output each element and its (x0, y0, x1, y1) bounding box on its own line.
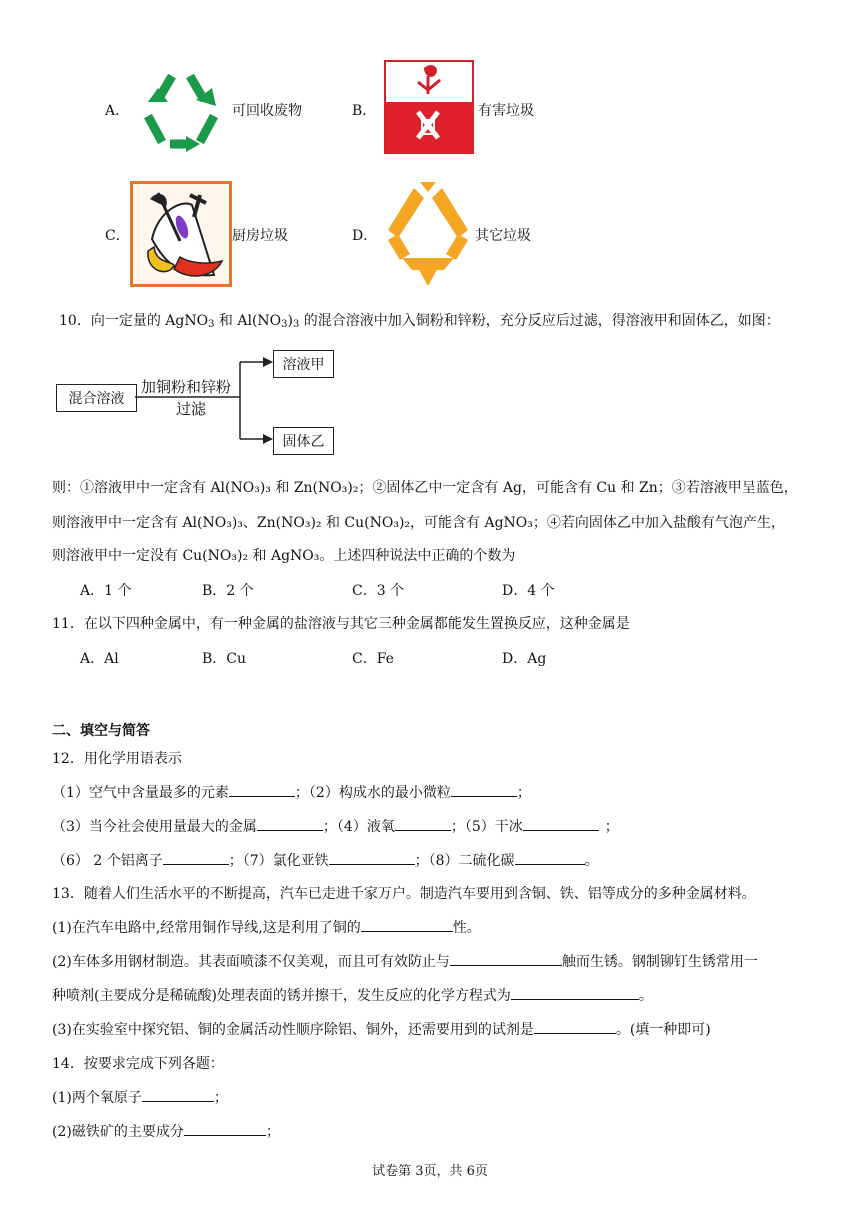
hazardous-waste-icon (384, 60, 474, 154)
q9-option-a-letter: A． (105, 103, 130, 119)
q9-option-c-letter: C． (105, 228, 130, 244)
answer-blank[interactable] (142, 1087, 214, 1102)
kitchen-waste-icon (130, 181, 232, 287)
q11-option-b: B．Cu (202, 651, 247, 667)
answer-blank[interactable] (515, 850, 585, 865)
answer-blank[interactable] (184, 1121, 266, 1136)
recycle-icon (134, 66, 228, 152)
answer-blank[interactable] (163, 850, 229, 865)
q12-line3: （6） 2 个铝离子 ；（7）氯化亚铁 ；（8）二硫化碳 。 (52, 850, 599, 870)
q14-part1: (1)两个氧原子 ； (52, 1087, 228, 1107)
answer-blank[interactable] (257, 816, 323, 831)
q10-statement-line2: 则溶液甲中一定含有 Al(NO₃)₃、Zn(NO₃)₂ 和 Cu(NO₃)₂，可能含有 AgNO₃；④若向固体乙中加入盐酸有气泡产生， (52, 515, 785, 531)
solution-a-box: 溶液甲 (273, 350, 334, 378)
q13-part2-line2: 种喷剂(主要成分是稀硫酸)处理表面的锈并擦干，发生反应的化学方程式为 。 (52, 985, 653, 1005)
q10-statement-line1: 则：①溶液甲中一定含有 Al(NO₃)₃ 和 Zn(NO₃)₂；②固体乙中一定含有 Ag，可能含有 Cu 和 Zn；③若溶液甲呈蓝色， (52, 480, 798, 496)
flow-arrows (135, 348, 275, 444)
other-waste-icon (384, 178, 472, 288)
answer-blank[interactable] (534, 1019, 616, 1034)
q11-option-c: C．Fe (352, 651, 394, 667)
answer-blank[interactable] (329, 850, 415, 865)
q9-option-d-label: 其它垃圾 (475, 228, 531, 244)
q11-option-a: A．Al (80, 651, 119, 667)
q11-stem: 11．在以下四种金属中，有一种金属的盐溶液与其它三种金属都能发生置换反应，这种金属是 (52, 616, 630, 632)
answer-blank[interactable] (451, 782, 517, 797)
q9-option-b-letter: B． (352, 103, 377, 119)
section-title: 二、填空与简答 (52, 723, 150, 739)
filter-label: 过滤 (176, 400, 207, 418)
q13-part3: (3)在实验室中探究铝、铜的金属活动性顺序除铝、铜外，还需要用到的试剂是 。(填一种即可) (52, 1019, 711, 1039)
q10-option-d: D．4 个 (502, 583, 555, 599)
answer-blank[interactable] (450, 951, 562, 966)
mixed-solution-box: 混合溶液 (56, 384, 137, 412)
q10-option-c: C．3 个 (352, 583, 405, 599)
q12-line1: （1）空气中含量最多的元素 ；（2）构成水的最小微粒 ； (52, 782, 531, 802)
q9-option-c-label: 厨房垃圾 (232, 228, 288, 244)
answer-blank[interactable] (523, 816, 599, 831)
q9-option-a-label: 可回收废物 (232, 103, 302, 119)
q14-part2: (2)磁铁矿的主要成分 ； (52, 1121, 280, 1141)
q11-option-d: D．Ag (502, 651, 547, 667)
answer-blank[interactable] (395, 816, 451, 831)
q9-option-b-label: 有害垃圾 (478, 103, 534, 119)
solid-b-box: 固体乙 (273, 427, 334, 455)
q13-part1: (1)在汽车电路中,经常用铜作导线,这是利用了铜的 性。 (52, 917, 481, 937)
q12-line2: （3）当今社会使用量最大的金属 ；（4）液氧 ；（5）干冰 ； (52, 816, 619, 836)
answer-blank[interactable] (361, 917, 453, 932)
q13-part2-line1: (2)车体多用钢材制造。其表面喷漆不仅美观，而且可有效防止与 触而生锈。钢制铆钉生锈常用一 (52, 951, 758, 971)
q13-stem: 13．随着人们生活水平的不断提高，汽车已走进千家万户。制造汽车要用到含铜、铁、铝等成分的多种金属材料。 (52, 886, 756, 902)
q14-stem: 14．按要求完成下列各题： (52, 1056, 224, 1072)
page-footer: 试卷第 3页，共 6页 (372, 1164, 488, 1179)
answer-blank[interactable] (229, 782, 295, 797)
q12-stem: 12．用化学用语表示 (52, 751, 182, 767)
q10-option-b: B．2 个 (202, 583, 254, 599)
reagent-label: 加铜粉和锌粉 (141, 378, 232, 396)
q10-statement-line3: 则溶液甲中一定没有 Cu(NO₃)₂ 和 AgNO₃。上述四种说法中正确的个数为 (52, 548, 516, 564)
q10-option-a: A．1 个 (80, 583, 132, 599)
q10-stem: 10．向一定量的 AgNO$_3$ 和 $Al(NO_3)_3$ 的混合溶液中加入铜粉和锌粉，充分反应后过滤，得溶液甲和固体乙，如图： (59, 313, 780, 330)
answer-blank[interactable] (511, 985, 639, 1000)
q9-option-d-letter: D． (352, 228, 378, 244)
